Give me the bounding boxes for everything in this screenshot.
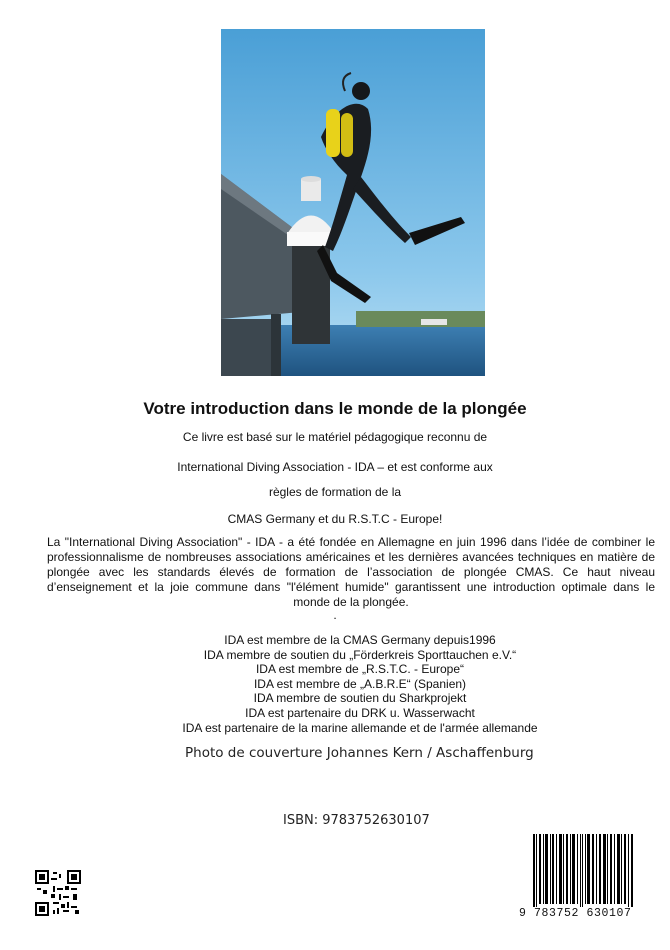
membership-item: IDA est partenaire du DRK u. Wasserwacht: [245, 705, 475, 720]
membership-item: IDA membre de soutien du „Förderkreis Sporttauchen e.V.“: [203, 647, 517, 662]
book-tagline-title: Votre introduction dans le monde de la plongée: [143, 399, 527, 418]
photo-credit: Photo de couverture Johannes Kern / Aschaffenburg: [185, 745, 534, 761]
membership-item: IDA membre de soutien du Sharkprojekt: [253, 691, 467, 706]
isbn-label: ISBN: 9783752630107: [283, 813, 430, 828]
intro-line-3: règles de formation de la: [268, 485, 402, 499]
membership-item: IDA est membre de la CMAS Germany depuis1996: [224, 633, 496, 647]
membership-item: IDA est membre de „A.B.R.E“ (Spanien): [253, 676, 467, 691]
intro-line-1: Ce livre est basé sur le matériel pédagogique reconnu de: [182, 430, 488, 444]
intro-line-2: International Diving Association - IDA – et est conforme aux: [177, 460, 493, 474]
membership-item: IDA est membre de „R.S.T.C. - Europe“: [255, 662, 465, 677]
qr-code-icon: [35, 870, 81, 916]
cover-photo: [221, 29, 485, 376]
barcode-digits: 9 783752 630107: [519, 907, 647, 920]
membership-list: [160, 633, 560, 735]
membership-item: IDA est partenaire de la marine allemande et de l'armée allemande: [182, 720, 538, 735]
separator-dot: .: [333, 608, 337, 622]
ida-description-paragraph: La "International Diving Association" - IDA - a été fondée en Allemagne en juin 1996 dans l’idée de combiner le professionnalisme de nombreuses associations américaines et les dernières avancées techniques en matière de plongée avec les standards élevés de formation de l’association de plongée CMAS. Ce haut niveau d’enseignement et la joie commune dans "l'élément humide" garantissent une introduction optimale dans le monde de la plongée.: [47, 535, 655, 609]
intro-line-4: CMAS Germany et du R.S.T.C - Europe!: [227, 512, 443, 526]
